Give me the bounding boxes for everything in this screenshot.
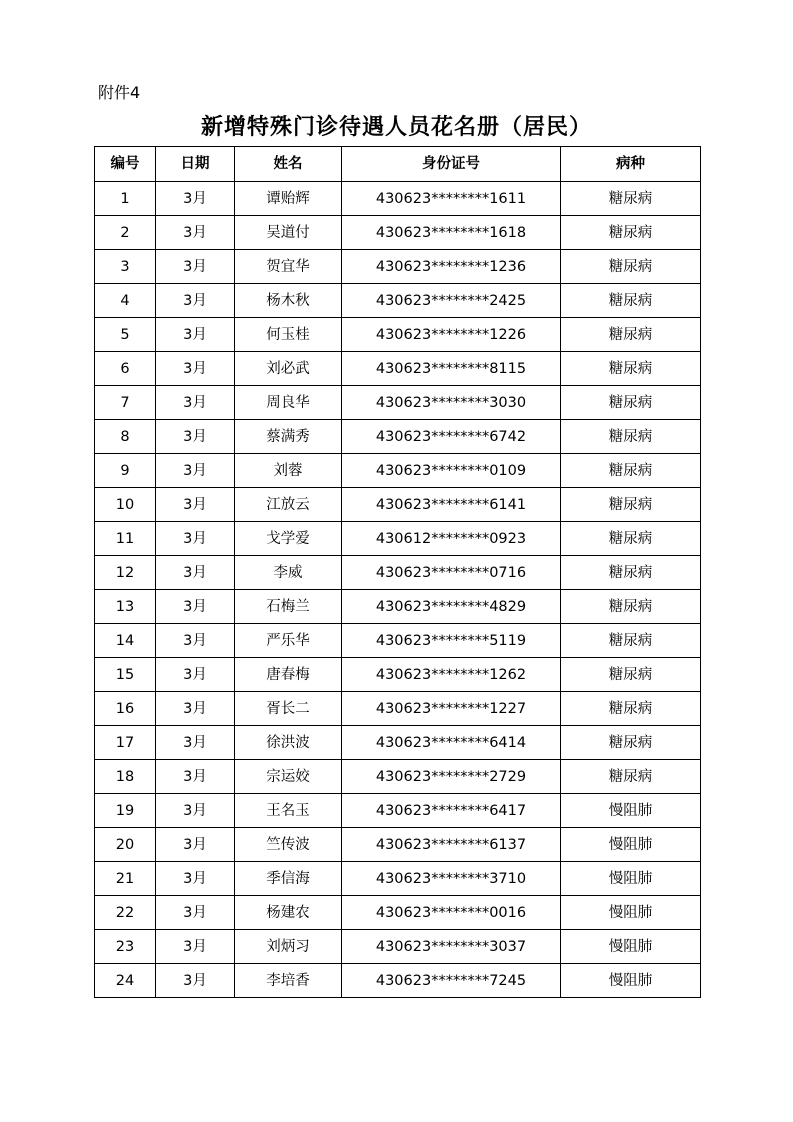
cell-name: 刘炳习	[235, 930, 342, 964]
table-row	[95, 284, 701, 318]
cell-id-number: 430623********0109	[342, 454, 561, 488]
cell-date: 3月	[156, 182, 235, 216]
cell-no: 24	[95, 964, 156, 998]
cell-id-number: 430623********1227	[342, 692, 561, 726]
cell-id-number: 430623********1618	[342, 216, 561, 250]
cell-disease: 糖尿病	[561, 760, 701, 794]
table-row	[95, 828, 701, 862]
cell-disease: 慢阻肺	[561, 930, 701, 964]
cell-id-number: 430623********2729	[342, 760, 561, 794]
cell-no: 12	[95, 556, 156, 590]
cell-disease: 糖尿病	[561, 182, 701, 216]
cell-date: 3月	[156, 488, 235, 522]
cell-date: 3月	[156, 386, 235, 420]
cell-name: 徐洪波	[235, 726, 342, 760]
cell-id-number: 430623********0016	[342, 896, 561, 930]
cell-name: 刘必武	[235, 352, 342, 386]
cell-disease: 糖尿病	[561, 556, 701, 590]
cell-no: 14	[95, 624, 156, 658]
cell-name: 戈学爱	[235, 522, 342, 556]
cell-date: 3月	[156, 862, 235, 896]
cell-id-number: 430623********3030	[342, 386, 561, 420]
cell-no: 23	[95, 930, 156, 964]
cell-disease: 糖尿病	[561, 590, 701, 624]
cell-id-number: 430623********5119	[342, 624, 561, 658]
cell-disease: 慢阻肺	[561, 896, 701, 930]
cell-date: 3月	[156, 284, 235, 318]
cell-name: 吴道付	[235, 216, 342, 250]
cell-no: 22	[95, 896, 156, 930]
table-row	[95, 760, 701, 794]
cell-id-number: 430623********6414	[342, 726, 561, 760]
cell-no: 16	[95, 692, 156, 726]
table-row	[95, 352, 701, 386]
cell-date: 3月	[156, 522, 235, 556]
cell-id-number: 430623********1236	[342, 250, 561, 284]
cell-date: 3月	[156, 250, 235, 284]
cell-name: 杨建农	[235, 896, 342, 930]
cell-disease: 糖尿病	[561, 420, 701, 454]
cell-name: 严乐华	[235, 624, 342, 658]
cell-name: 何玉桂	[235, 318, 342, 352]
cell-name: 杨木秋	[235, 284, 342, 318]
cell-name: 刘蓉	[235, 454, 342, 488]
header-name: 姓名	[235, 147, 342, 182]
table-row	[95, 420, 701, 454]
cell-name: 季信海	[235, 862, 342, 896]
roster-table	[94, 146, 701, 998]
table-row	[95, 794, 701, 828]
cell-date: 3月	[156, 318, 235, 352]
cell-disease: 慢阻肺	[561, 964, 701, 998]
table-row	[95, 726, 701, 760]
cell-name: 贺宜华	[235, 250, 342, 284]
table-row	[95, 454, 701, 488]
table-body	[95, 182, 701, 998]
cell-id-number: 430623********6137	[342, 828, 561, 862]
cell-id-number: 430623********2425	[342, 284, 561, 318]
cell-no: 20	[95, 828, 156, 862]
table-row	[95, 386, 701, 420]
cell-name: 蔡满秀	[235, 420, 342, 454]
table-row	[95, 862, 701, 896]
table-header-row	[95, 147, 701, 182]
cell-no: 5	[95, 318, 156, 352]
header-disease: 病种	[561, 147, 701, 182]
cell-disease: 糖尿病	[561, 488, 701, 522]
cell-date: 3月	[156, 556, 235, 590]
cell-disease: 糖尿病	[561, 726, 701, 760]
cell-no: 4	[95, 284, 156, 318]
cell-date: 3月	[156, 352, 235, 386]
cell-date: 3月	[156, 760, 235, 794]
cell-no: 1	[95, 182, 156, 216]
cell-no: 6	[95, 352, 156, 386]
cell-disease: 糖尿病	[561, 386, 701, 420]
table-row	[95, 216, 701, 250]
cell-no: 2	[95, 216, 156, 250]
table-row	[95, 556, 701, 590]
cell-date: 3月	[156, 420, 235, 454]
cell-id-number: 430623********6742	[342, 420, 561, 454]
cell-disease: 慢阻肺	[561, 862, 701, 896]
header-date: 日期	[156, 147, 235, 182]
cell-id-number: 430623********3710	[342, 862, 561, 896]
cell-date: 3月	[156, 454, 235, 488]
attachment-label: 附件4	[98, 83, 141, 102]
table-row	[95, 692, 701, 726]
cell-date: 3月	[156, 930, 235, 964]
cell-id-number: 430623********0716	[342, 556, 561, 590]
cell-disease: 糖尿病	[561, 250, 701, 284]
cell-no: 10	[95, 488, 156, 522]
table-row	[95, 964, 701, 998]
table-row	[95, 488, 701, 522]
cell-no: 13	[95, 590, 156, 624]
cell-no: 15	[95, 658, 156, 692]
cell-disease: 慢阻肺	[561, 794, 701, 828]
cell-date: 3月	[156, 624, 235, 658]
cell-id-number: 430623********1226	[342, 318, 561, 352]
cell-date: 3月	[156, 964, 235, 998]
cell-date: 3月	[156, 216, 235, 250]
cell-disease: 糖尿病	[561, 692, 701, 726]
cell-no: 17	[95, 726, 156, 760]
cell-id-number: 430623********6141	[342, 488, 561, 522]
table-row	[95, 318, 701, 352]
cell-name: 周良华	[235, 386, 342, 420]
cell-id-number: 430623********1611	[342, 182, 561, 216]
cell-name: 唐春梅	[235, 658, 342, 692]
cell-disease: 糖尿病	[561, 216, 701, 250]
cell-name: 李培香	[235, 964, 342, 998]
cell-date: 3月	[156, 692, 235, 726]
cell-name: 宗运姣	[235, 760, 342, 794]
cell-disease: 糖尿病	[561, 522, 701, 556]
cell-id-number: 430623********6417	[342, 794, 561, 828]
cell-date: 3月	[156, 828, 235, 862]
cell-disease: 慢阻肺	[561, 828, 701, 862]
cell-disease: 糖尿病	[561, 658, 701, 692]
table-row	[95, 930, 701, 964]
cell-date: 3月	[156, 896, 235, 930]
cell-disease: 糖尿病	[561, 352, 701, 386]
cell-disease: 糖尿病	[561, 454, 701, 488]
cell-no: 3	[95, 250, 156, 284]
cell-disease: 糖尿病	[561, 284, 701, 318]
cell-id-number: 430623********1262	[342, 658, 561, 692]
cell-id-number: 430623********8115	[342, 352, 561, 386]
cell-no: 11	[95, 522, 156, 556]
cell-id-number: 430623********3037	[342, 930, 561, 964]
table-row	[95, 590, 701, 624]
table-row	[95, 896, 701, 930]
cell-id-number: 430612********0923	[342, 522, 561, 556]
header-no: 编号	[95, 147, 156, 182]
cell-date: 3月	[156, 658, 235, 692]
cell-no: 8	[95, 420, 156, 454]
cell-id-number: 430623********7245	[342, 964, 561, 998]
cell-no: 7	[95, 386, 156, 420]
cell-name: 石梅兰	[235, 590, 342, 624]
cell-date: 3月	[156, 794, 235, 828]
cell-disease: 糖尿病	[561, 318, 701, 352]
cell-id-number: 430623********4829	[342, 590, 561, 624]
header-id-number: 身份证号	[342, 147, 561, 182]
cell-date: 3月	[156, 590, 235, 624]
cell-disease: 糖尿病	[561, 624, 701, 658]
cell-name: 王名玉	[235, 794, 342, 828]
table-row	[95, 658, 701, 692]
cell-name: 胥长二	[235, 692, 342, 726]
table-row	[95, 250, 701, 284]
table-row	[95, 182, 701, 216]
cell-date: 3月	[156, 726, 235, 760]
table-row	[95, 624, 701, 658]
cell-name: 江放云	[235, 488, 342, 522]
cell-no: 18	[95, 760, 156, 794]
table-row	[95, 522, 701, 556]
cell-name: 谭贻辉	[235, 182, 342, 216]
cell-name: 李威	[235, 556, 342, 590]
cell-no: 19	[95, 794, 156, 828]
cell-no: 21	[95, 862, 156, 896]
cell-no: 9	[95, 454, 156, 488]
document-title: 新增特殊门诊待遇人员花名册（居民）	[200, 114, 592, 140]
cell-name: 竺传波	[235, 828, 342, 862]
